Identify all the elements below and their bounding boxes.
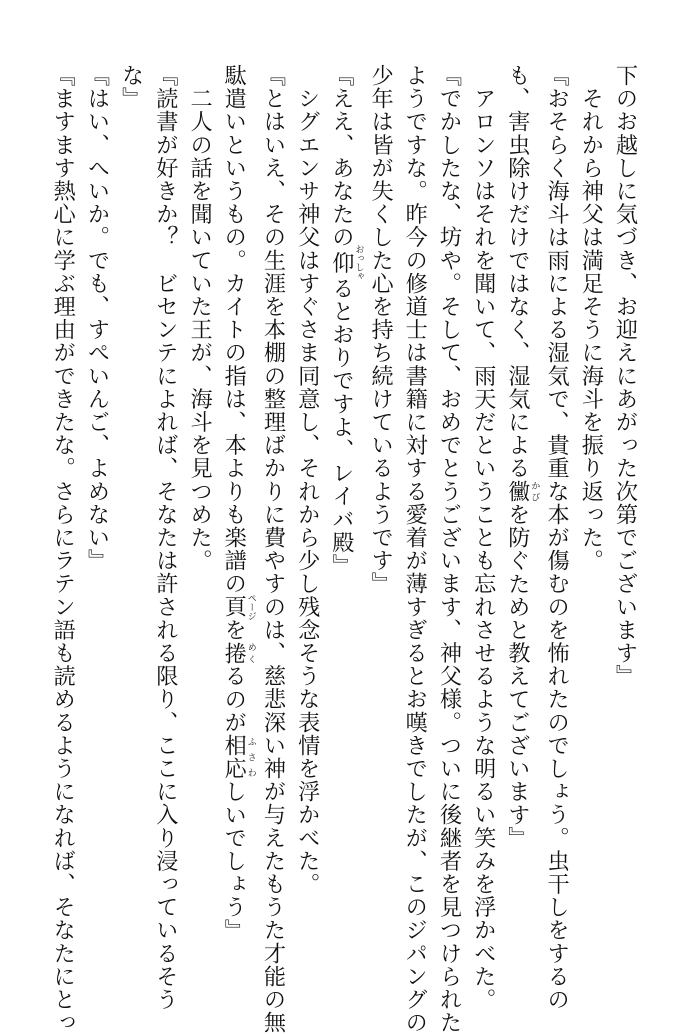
ruby-reading: ページ xyxy=(245,593,256,621)
text-segment: 『ますます熱心に学ぶ理由ができたな。さらにラテン語も読めるようになれば、そなたにとっ xyxy=(49,64,76,1034)
text-segment: 『ええ、あなたの xyxy=(328,64,355,249)
ruby-annotation xyxy=(220,733,256,781)
text-line xyxy=(46,64,80,1034)
text-line xyxy=(500,64,539,964)
text-segment: 二人の話を聞いていた王が、海斗を見つめた。 xyxy=(186,64,213,573)
text-line xyxy=(217,64,256,964)
text-segment: るのが xyxy=(220,664,247,734)
ruby-annotation xyxy=(220,641,256,665)
ruby-annotation xyxy=(328,244,364,281)
text-line xyxy=(432,64,466,1034)
ruby-reading: おっしゃ xyxy=(353,244,364,281)
text-segment: 『とはいえ、その生涯を本棚の整理ばかりに費やすのは、慈悲深い神が与えたもうた才能の無 xyxy=(259,64,286,1034)
ruby-reading: ふさわ xyxy=(245,733,256,781)
text-segment: シグエンサ神父はすぐさま同意し、それから少し残念そうな表情を浮かべた。 xyxy=(294,64,321,896)
text-line xyxy=(398,64,432,1034)
ruby-base: 仰 xyxy=(328,244,355,281)
ruby-base: 黴 xyxy=(504,479,531,503)
text-line xyxy=(182,64,216,964)
ruby-reading: かび xyxy=(529,479,540,503)
text-line xyxy=(114,64,148,964)
ruby-base: 捲 xyxy=(220,641,247,665)
ruby-base: 相応 xyxy=(220,733,247,781)
ruby-annotation xyxy=(504,479,540,503)
text-segment: 『はい、へいか。でも、すぺいんご、よめない』 xyxy=(83,64,110,573)
text-line xyxy=(363,64,397,964)
text-segment: それから神父は満足そうに海斗を振り返った。 xyxy=(577,64,604,573)
text-line xyxy=(608,64,642,964)
text-segment: しいでしょう』 xyxy=(220,780,247,942)
text-line xyxy=(290,64,324,964)
text-segment: な』 xyxy=(118,64,145,111)
text-segment: を防ぐためと教えてございます』 xyxy=(504,502,531,850)
text-line xyxy=(574,64,608,964)
text-line xyxy=(539,64,573,1012)
text-line xyxy=(148,64,182,1012)
text-segment: るとおりですよ、レイバ殿』 xyxy=(328,276,355,578)
text-segment: 『読書が好きか？ ビセンテによれば、そなたは許される限り、ここに入り浸っているそう xyxy=(152,64,179,1012)
text-segment: 『でかしたな、坊や。そして、おめでとうございます、神父様。ついに後継者を見つけられた xyxy=(435,64,462,1034)
vertical-text-body xyxy=(46,64,642,1034)
text-line xyxy=(80,64,114,964)
text-line xyxy=(256,64,290,1034)
ruby-base: 頁 xyxy=(220,593,247,621)
text-segment: 『おそらく海斗は雨による湿気で、貴重な本が傷むのを怖れたのでしょう。虫干しをするの xyxy=(543,64,570,1012)
text-segment: 少年は皆が失くした心を持ち続けているようです』 xyxy=(367,64,394,596)
text-segment: 下のお越しに気づき、お迎えにあがった次第でございます』 xyxy=(612,64,638,688)
text-line xyxy=(466,64,500,1012)
text-line xyxy=(324,64,363,964)
text-segment: を xyxy=(220,618,247,642)
text-segment: ようですな。昨今の修道士は書籍に対する愛着が薄すぎるとお嘆きでしたが、このジパングの xyxy=(401,64,428,1034)
text-segment: も、害虫除けだけではなく、湿気による xyxy=(504,64,531,480)
text-segment: 駄遣いというもの。カイトの指は、本よりも楽譜の xyxy=(220,64,247,596)
ruby-reading: めく xyxy=(245,641,256,665)
text-segment: アロンソはそれを聞いて、雨天だということも忘れさせるような明るい笑みを浮かべた。 xyxy=(470,64,497,1012)
ruby-annotation xyxy=(220,593,256,621)
